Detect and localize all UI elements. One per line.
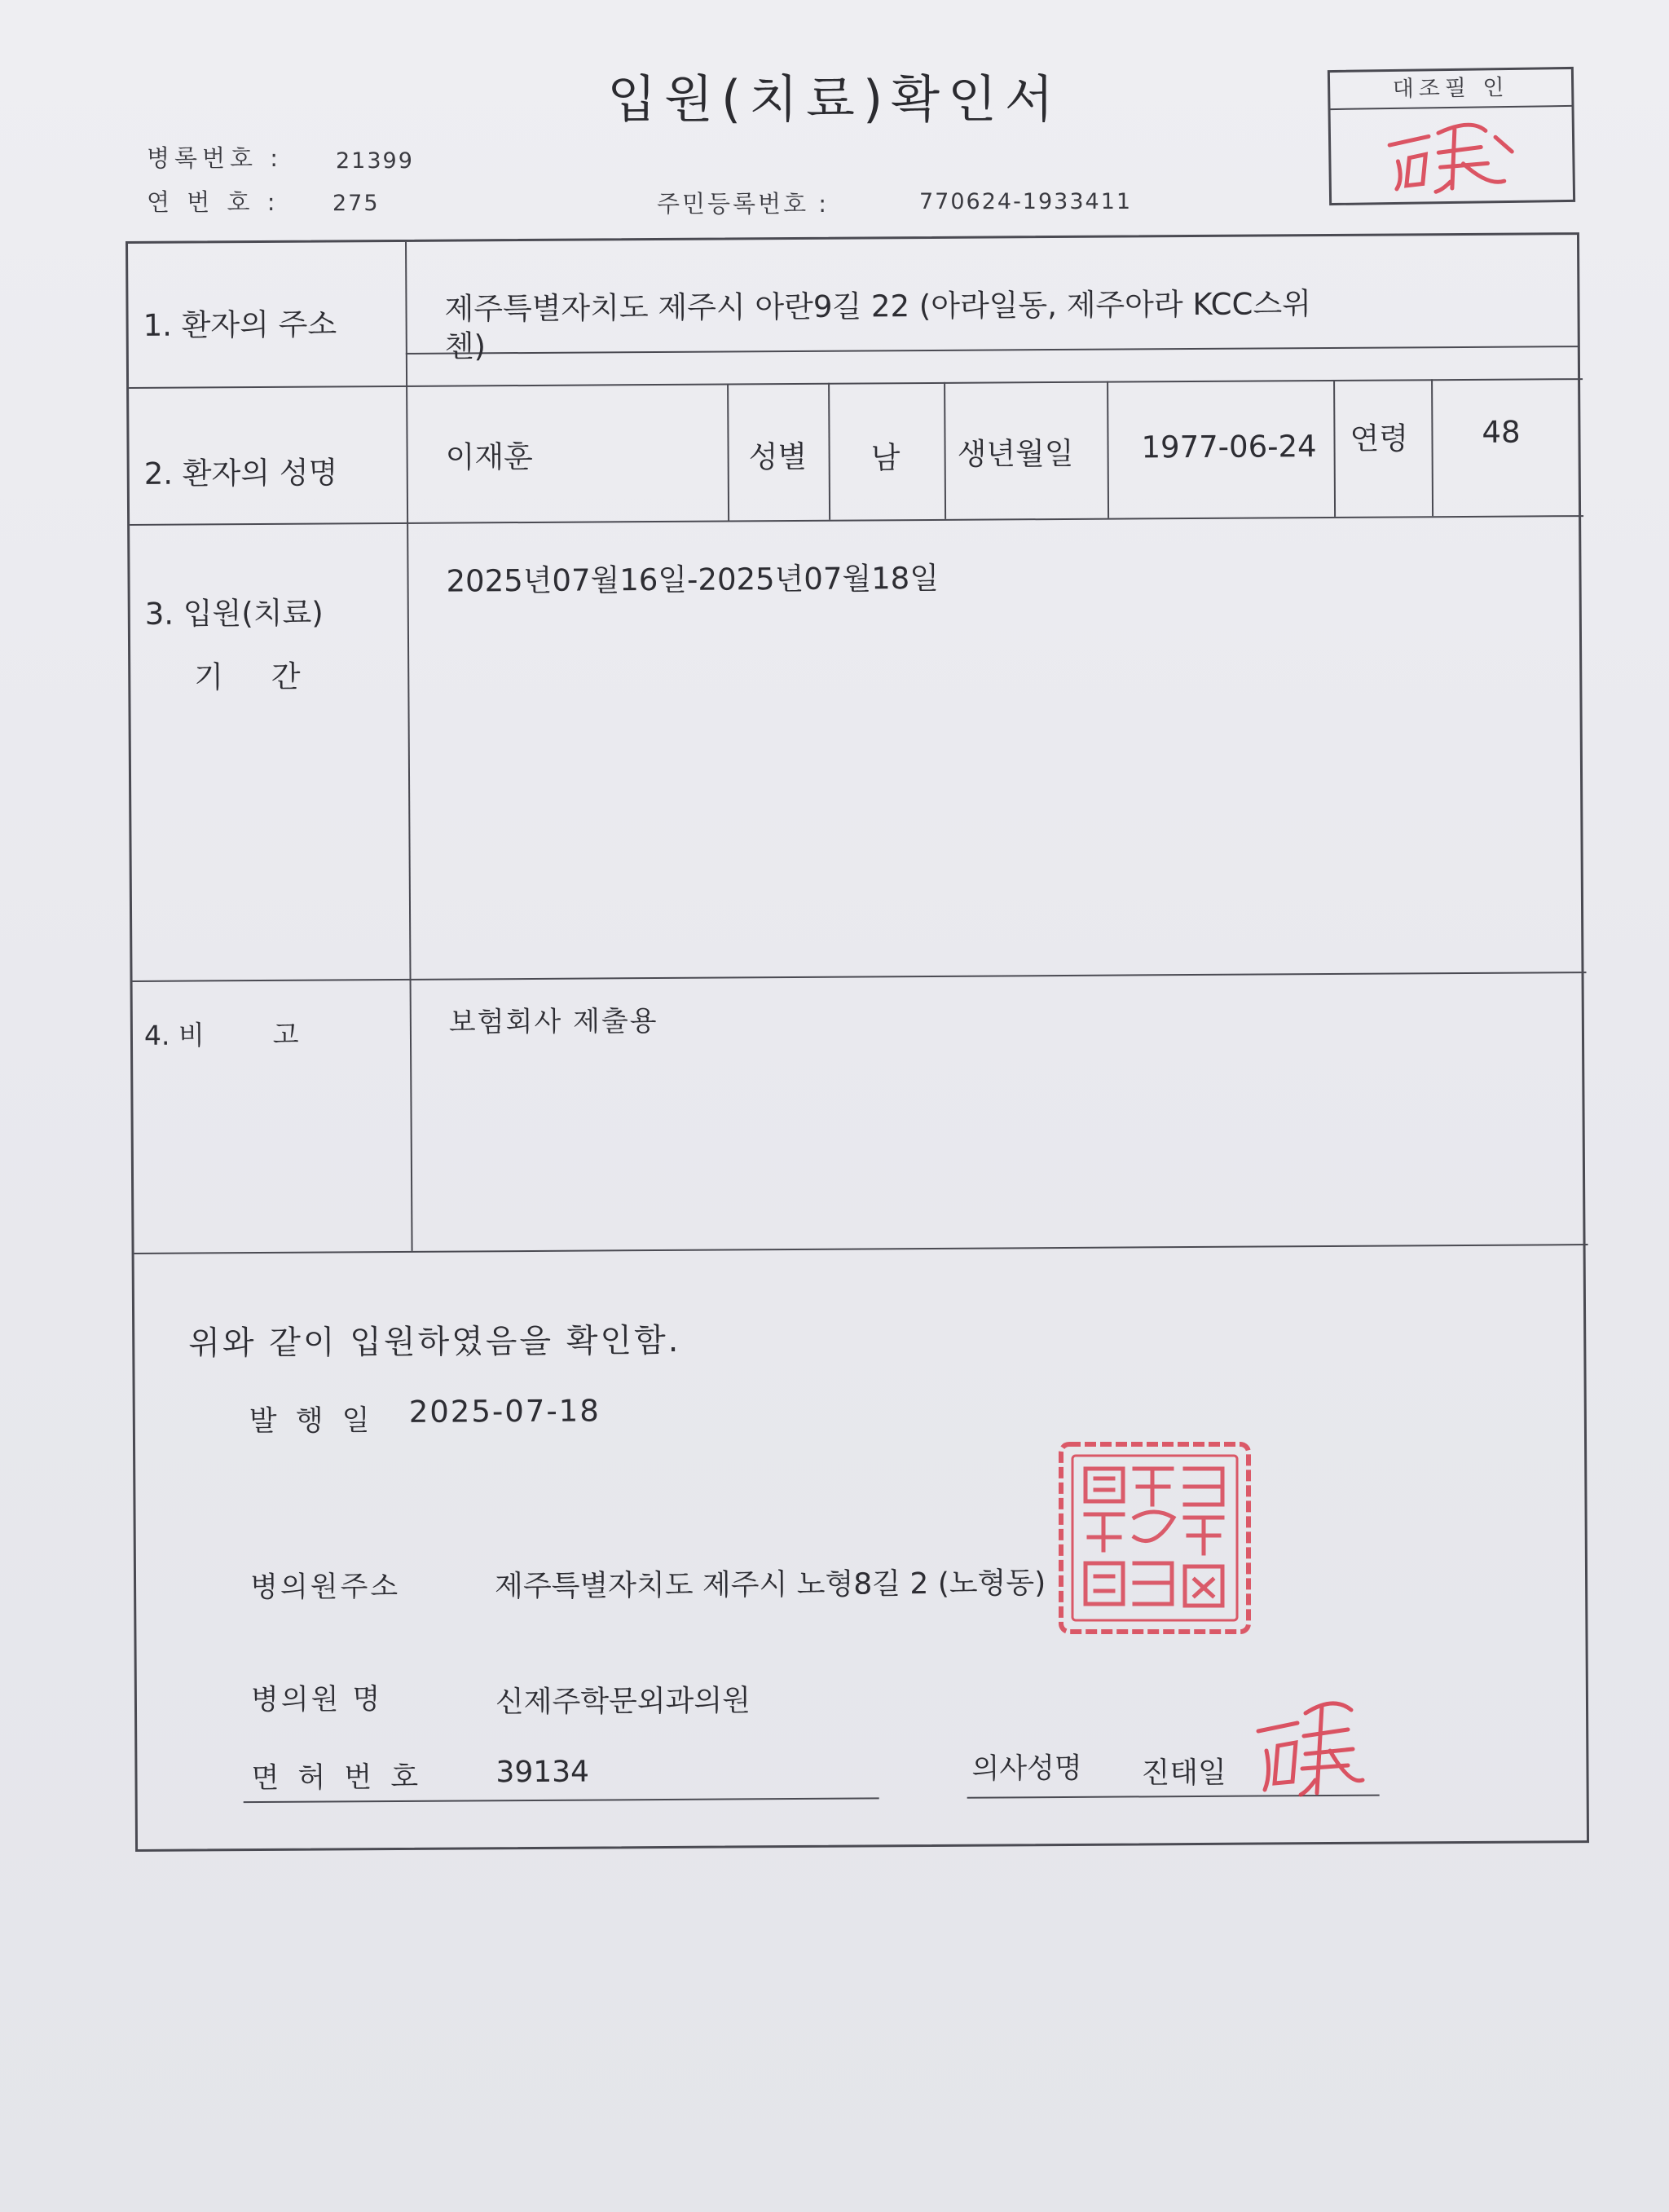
form-table — [126, 232, 1589, 1852]
sex-birth-divider — [944, 382, 946, 519]
name-label: 2. 환자의 성명 — [143, 455, 338, 491]
address-value-line2: 첸) — [444, 328, 487, 364]
license-value: 39134 — [495, 1755, 590, 1790]
period-value: 2025년07월16일-2025년07월18일 — [446, 560, 940, 599]
row-divider-1 — [129, 378, 1583, 389]
name-sex-divider — [727, 383, 729, 520]
sex-value: 남 — [870, 440, 901, 476]
sex-label: 성별 — [748, 438, 808, 475]
verification-box — [1328, 67, 1575, 205]
address-label: 1. 환자의 주소 — [143, 306, 337, 343]
license-label: 면 허 번 호 — [251, 1760, 424, 1796]
remarks-label: 4. 비 고 — [143, 1018, 299, 1051]
birth-label: 생년월일 — [957, 435, 1074, 472]
remarks-value: 보험회사 제출용 — [448, 1005, 658, 1039]
document-title: 입원(치료)확인서 — [607, 69, 1062, 129]
label-column-divider — [405, 242, 413, 1251]
age-value: 48 — [1482, 414, 1521, 450]
row-divider-2 — [130, 515, 1583, 526]
issue-date-label: 발 행 일 — [249, 1404, 375, 1439]
patient-name-value: 이재훈 — [445, 438, 533, 475]
license-underline — [244, 1797, 879, 1803]
address-inner-line — [406, 346, 1579, 355]
address-value-line1: 제주특별자치도 제주시 아란9길 22 (아라일동, 제주아라 KCC스위 — [444, 286, 1312, 327]
resident-no-label: 주민등록번호 : — [657, 190, 830, 218]
verification-box-title: 대조필 인 — [1330, 69, 1572, 110]
age-label: 연령 — [1350, 421, 1409, 456]
hospital-seal — [1053, 1436, 1257, 1640]
doctor-name-value: 진태일 — [1141, 1756, 1226, 1791]
record-no-value: 21399 — [336, 148, 414, 174]
verification-signature-stamp — [1381, 112, 1529, 196]
hospital-address-label: 병의원주소 — [249, 1570, 401, 1605]
period-label: 3. 입원(치료) — [144, 595, 324, 632]
record-no-label: 병록번호 : — [147, 144, 284, 172]
issue-date-value: 2025-07-18 — [408, 1393, 601, 1430]
serial-no-label: 연 번 호 : — [147, 188, 280, 216]
period-label-line2: 기 간 — [194, 659, 301, 695]
age-value-divider — [1431, 379, 1433, 516]
hospital-address-value: 제주특별자치도 제주시 노형8길 2 (노형동) — [494, 1566, 1046, 1604]
row-divider-4 — [134, 1244, 1588, 1254]
sex-value-divider — [828, 383, 830, 520]
birth-age-divider — [1333, 380, 1336, 517]
resident-no-value: 770624-1933411 — [919, 189, 1133, 214]
confirmation-statement: 위와 같이 입원하였음을 확인함. — [188, 1321, 681, 1363]
hospital-name-label: 병의원 명 — [250, 1683, 383, 1717]
birth-value: 1977-06-24 — [1141, 429, 1317, 465]
hospital-name-value: 신제주학문외과의원 — [495, 1684, 751, 1720]
doctor-seal — [1252, 1689, 1366, 1811]
serial-no-value: 275 — [332, 191, 380, 216]
row-divider-3 — [133, 972, 1587, 982]
birth-value-divider — [1107, 381, 1109, 518]
doctor-label: 의사성명 — [971, 1752, 1082, 1786]
